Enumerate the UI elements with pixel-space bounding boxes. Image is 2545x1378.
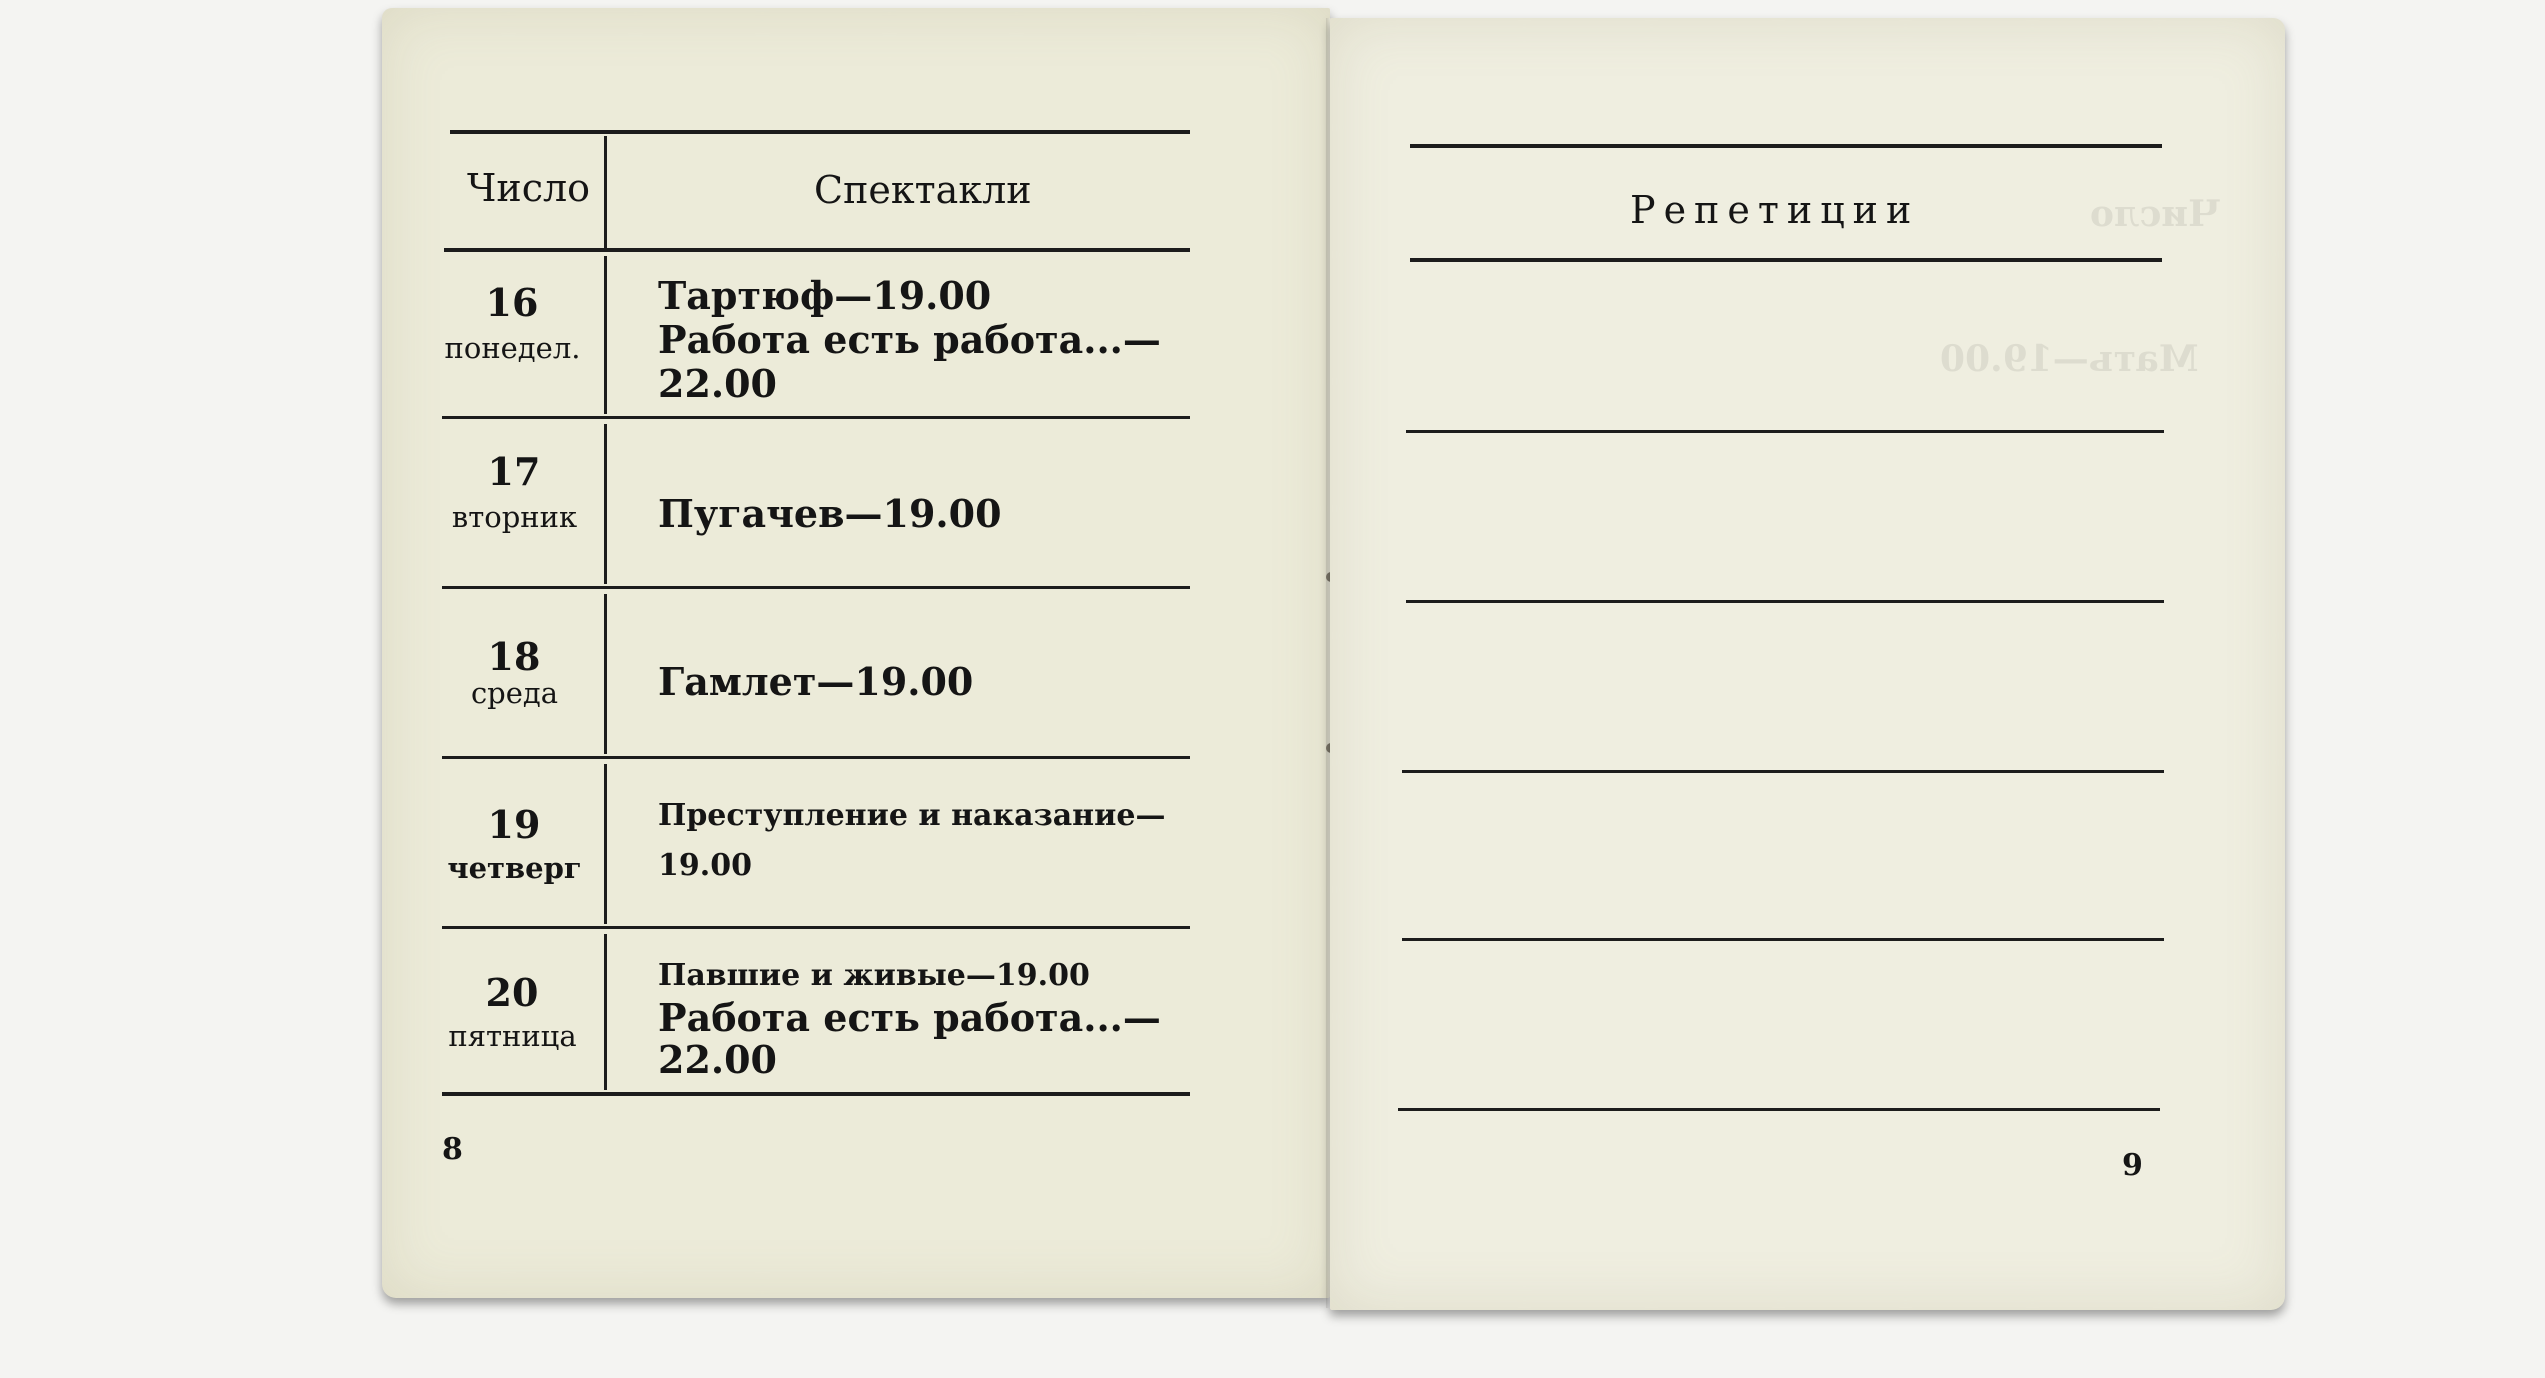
performance-line: Пугачев—19.00 — [658, 491, 1002, 536]
performance-line: 19.00 — [658, 848, 752, 883]
page-number: 8 — [442, 1132, 463, 1167]
day-number: 16 — [485, 280, 539, 325]
performance-line: 22.00 — [658, 361, 777, 406]
weekday: понедел. — [444, 331, 581, 365]
header-rule — [444, 248, 1190, 252]
row-rule — [442, 586, 1190, 589]
performance-line: 22.00 — [658, 1037, 777, 1082]
weekday: четверг — [447, 851, 582, 885]
top-rule — [450, 130, 1190, 134]
row-rule — [1402, 938, 2164, 941]
row-rule — [1406, 430, 2164, 433]
column-divider — [604, 256, 607, 414]
show-through: Число — [2090, 193, 2221, 235]
events-column-header: Спектакли — [814, 168, 1032, 212]
header-rule — [1410, 258, 2162, 262]
date-column-header: Число — [467, 166, 590, 210]
row-rule — [442, 416, 1190, 419]
page-number: 9 — [2122, 1148, 2143, 1183]
weekday: пятница — [448, 1019, 577, 1053]
day-number: 20 — [485, 970, 539, 1015]
booklet — [382, 8, 2287, 1308]
column-divider — [604, 934, 607, 1090]
weekday: вторник — [451, 500, 578, 534]
performance-line: Работа есть работа...— — [658, 995, 1161, 1040]
performance-line: Тартюф—19.00 — [658, 273, 992, 318]
column-divider — [604, 764, 607, 924]
performance-line: Гамлет—19.00 — [658, 659, 974, 704]
bottom-rule — [442, 1092, 1190, 1096]
column-divider — [604, 136, 607, 248]
rehearsals-header: Репетиции — [1630, 188, 1920, 232]
column-divider — [604, 594, 607, 754]
top-rule — [1410, 144, 2162, 148]
show-through: Мать—19.00 — [1940, 338, 2199, 380]
weekday: среда — [470, 676, 559, 710]
performance-line: Павшие и живые—19.00 — [658, 958, 1090, 993]
left-page — [382, 8, 1330, 1298]
bottom-rule — [1398, 1108, 2160, 1111]
performance-line: Преступление и наказание— — [658, 798, 1166, 833]
row-rule — [1402, 770, 2164, 773]
day-number: 18 — [487, 634, 541, 679]
row-rule — [442, 756, 1190, 759]
column-divider — [604, 424, 607, 584]
performance-line: Работа есть работа...— — [658, 317, 1161, 362]
row-rule — [442, 926, 1190, 929]
day-number: 19 — [487, 802, 541, 847]
row-rule — [1406, 600, 2164, 603]
right-page — [1330, 18, 2285, 1310]
day-number: 17 — [487, 449, 541, 494]
